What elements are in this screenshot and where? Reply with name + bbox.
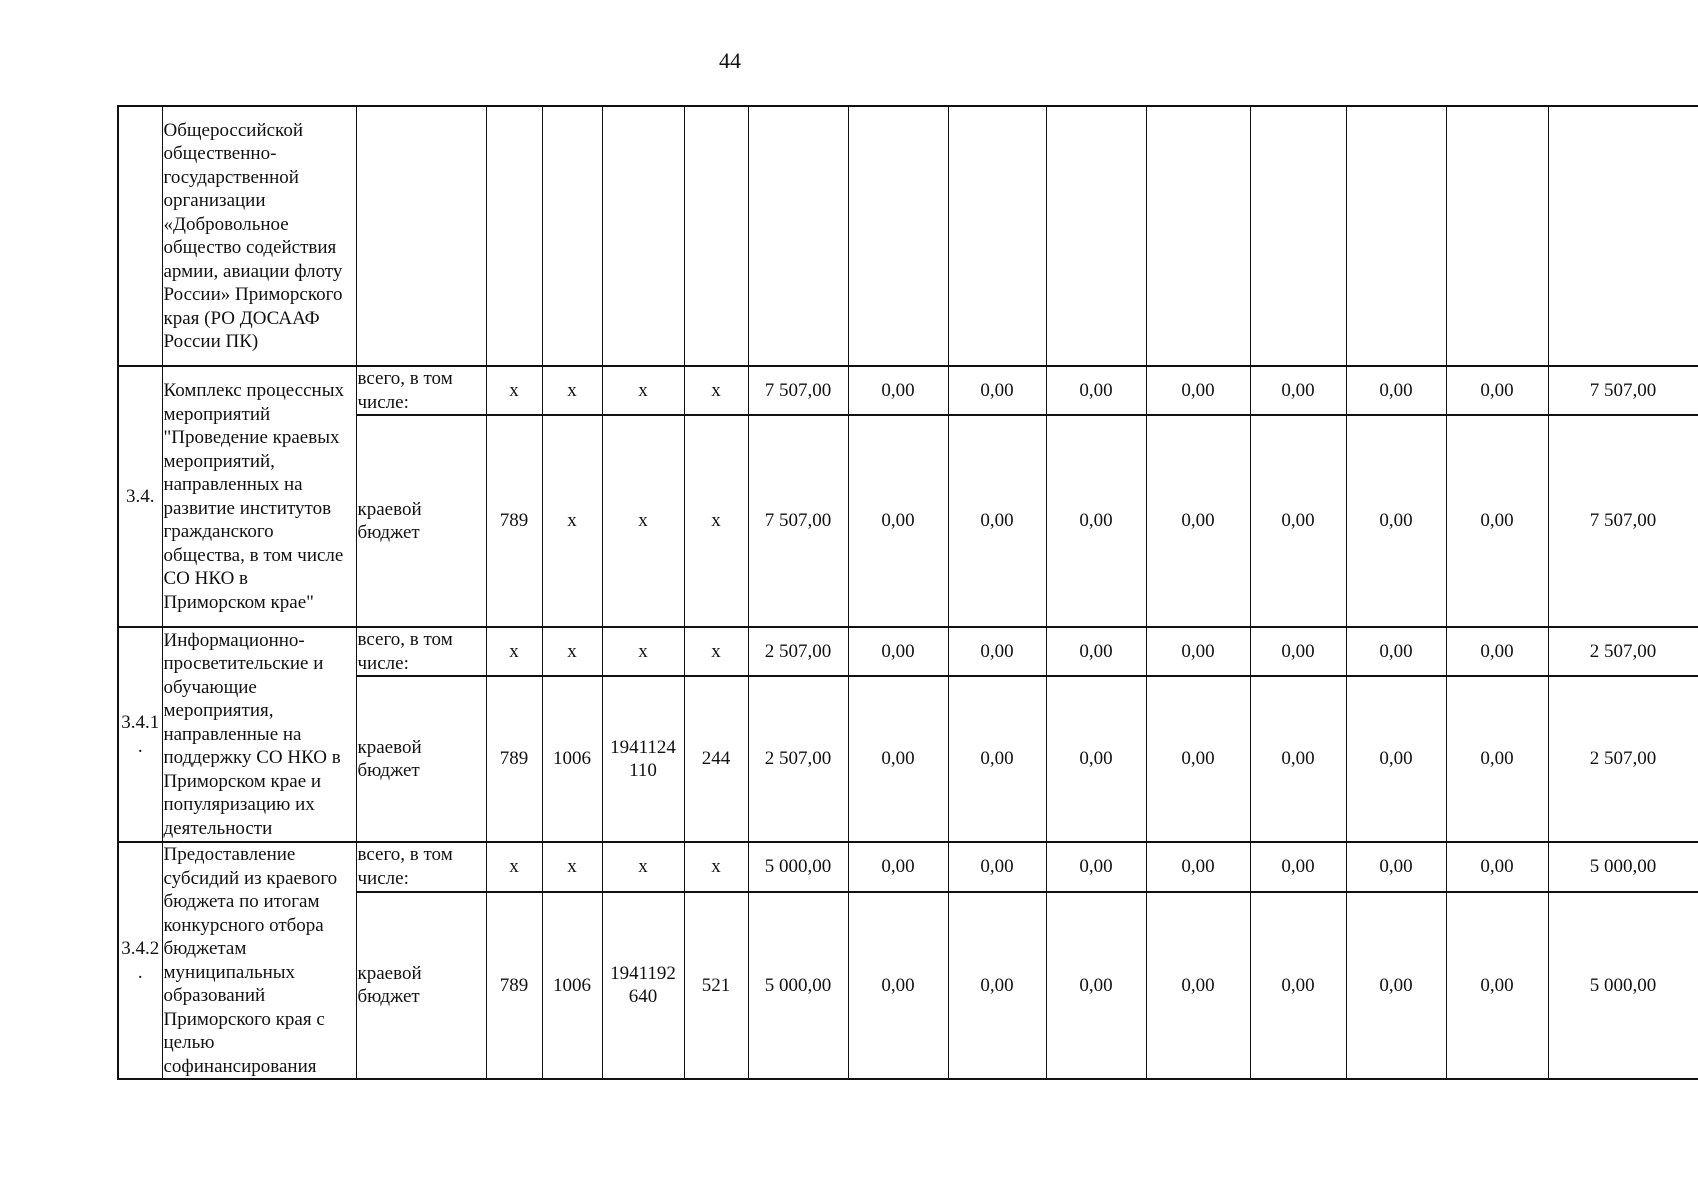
empty-cell bbox=[848, 106, 948, 366]
csr-code: 1941124 110 bbox=[602, 676, 684, 842]
table-row bbox=[118, 842, 1698, 892]
rzpr-code: х bbox=[542, 842, 602, 892]
measure-name: Предоставление субсидий из краевого бюджета по итогам конкурсного отбора бюджетам муниципальных образований Приморского края с целью софинансирования bbox=[162, 842, 356, 1079]
value-cell: 0,00 bbox=[1046, 892, 1146, 1079]
empty-cell bbox=[1046, 106, 1146, 366]
value-cell: 0,00 bbox=[848, 627, 948, 676]
value-cell: 0,00 bbox=[1250, 415, 1346, 627]
value-cell: 0,00 bbox=[1446, 366, 1548, 415]
value-cell: 0,00 bbox=[848, 842, 948, 892]
value-cell: 0,00 bbox=[1250, 366, 1346, 415]
value-cell: 0,00 bbox=[848, 415, 948, 627]
value-cell: 5 000,00 bbox=[748, 842, 848, 892]
funding-source: всего, в том числе: bbox=[356, 842, 486, 892]
value-cell: 0,00 bbox=[1046, 415, 1146, 627]
empty-cell bbox=[948, 106, 1046, 366]
grbs-code: х bbox=[486, 627, 542, 676]
measure-name: Информационно-просветительские и обучающие мероприятия, направленные на поддержку СО НКО в Приморском крае и популяризацию их деятельности bbox=[162, 627, 356, 842]
empty-cell bbox=[1146, 106, 1250, 366]
rzpr-code: 1006 bbox=[542, 892, 602, 1079]
value-cell: 5 000,00 bbox=[748, 892, 848, 1079]
funding-source: краевой бюджет bbox=[356, 892, 486, 1079]
value-cell: 0,00 bbox=[948, 892, 1046, 1079]
row-id: 3.4.1 . bbox=[118, 627, 162, 842]
table-row bbox=[118, 106, 1698, 366]
value-cell: 0,00 bbox=[1446, 842, 1548, 892]
budget-table bbox=[117, 105, 1698, 1080]
vr-code: х bbox=[684, 366, 748, 415]
csr-code: х bbox=[602, 842, 684, 892]
value-cell: 0,00 bbox=[1046, 676, 1146, 842]
funding-source: краевой бюджет bbox=[356, 676, 486, 842]
value-cell: 0,00 bbox=[1446, 892, 1548, 1079]
empty-cell bbox=[542, 106, 602, 366]
csr-code: х bbox=[602, 415, 684, 627]
value-cell: 0,00 bbox=[1046, 366, 1146, 415]
value-cell: 2 507,00 bbox=[1548, 627, 1698, 676]
value-cell: 0,00 bbox=[948, 842, 1046, 892]
value-cell: 0,00 bbox=[1146, 627, 1250, 676]
value-cell: 0,00 bbox=[948, 415, 1046, 627]
csr-code: х bbox=[602, 627, 684, 676]
grbs-code: х bbox=[486, 366, 542, 415]
value-cell: 0,00 bbox=[848, 892, 948, 1079]
value-cell: 0,00 bbox=[1250, 676, 1346, 842]
table-row bbox=[118, 366, 1698, 415]
value-cell: 0,00 bbox=[1146, 676, 1250, 842]
csr-code: 1941192 640 bbox=[602, 892, 684, 1079]
empty-cell bbox=[1548, 106, 1698, 366]
funding-source: всего, в том числе: bbox=[356, 366, 486, 415]
value-cell: 0,00 bbox=[848, 676, 948, 842]
value-cell: 0,00 bbox=[1346, 676, 1446, 842]
value-cell: 0,00 bbox=[1446, 627, 1548, 676]
value-cell: 0,00 bbox=[1346, 366, 1446, 415]
grbs-code: 789 bbox=[486, 892, 542, 1079]
grbs-code: 789 bbox=[486, 676, 542, 842]
value-cell: 7 507,00 bbox=[1548, 366, 1698, 415]
empty-cell bbox=[748, 106, 848, 366]
value-cell: 7 507,00 bbox=[748, 415, 848, 627]
value-cell: 0,00 bbox=[948, 676, 1046, 842]
vr-code: х bbox=[684, 415, 748, 627]
value-cell: 0,00 bbox=[1146, 366, 1250, 415]
empty-cell bbox=[1250, 106, 1346, 366]
row-id: 3.4.2 . bbox=[118, 842, 162, 1079]
vr-code: х bbox=[684, 627, 748, 676]
row-id: 3.4. bbox=[118, 366, 162, 627]
value-cell: 0,00 bbox=[1346, 842, 1446, 892]
value-cell: 0,00 bbox=[1250, 892, 1346, 1079]
value-cell: 2 507,00 bbox=[748, 627, 848, 676]
table-row bbox=[118, 627, 1698, 676]
vr-code: 521 bbox=[684, 892, 748, 1079]
rzpr-code: 1006 bbox=[542, 676, 602, 842]
funding-source: краевой бюджет bbox=[356, 415, 486, 627]
measure-name: Общероссийской общественно-государственной организации «Добровольное общество содействия армии, авиации флоту России» Приморского края (РО ДОСААФ России ПК) bbox=[162, 106, 356, 366]
grbs-code: х bbox=[486, 842, 542, 892]
value-cell: 0,00 bbox=[948, 366, 1046, 415]
empty-cell bbox=[486, 106, 542, 366]
empty-cell bbox=[684, 106, 748, 366]
vr-code: 244 bbox=[684, 676, 748, 842]
value-cell: 0,00 bbox=[1346, 892, 1446, 1079]
empty-cell bbox=[1346, 106, 1446, 366]
rzpr-code: х bbox=[542, 627, 602, 676]
empty-cell bbox=[602, 106, 684, 366]
value-cell: 0,00 bbox=[1446, 676, 1548, 842]
value-cell: 5 000,00 bbox=[1548, 842, 1698, 892]
value-cell: 0,00 bbox=[948, 627, 1046, 676]
value-cell: 7 507,00 bbox=[748, 366, 848, 415]
empty-cell bbox=[356, 106, 486, 366]
page-number: 44 bbox=[719, 48, 741, 73]
value-cell: 0,00 bbox=[1146, 415, 1250, 627]
rzpr-code: х bbox=[542, 415, 602, 627]
value-cell: 0,00 bbox=[1346, 415, 1446, 627]
value-cell: 0,00 bbox=[1446, 415, 1548, 627]
value-cell: 0,00 bbox=[1346, 627, 1446, 676]
value-cell: 0,00 bbox=[848, 366, 948, 415]
rzpr-code: х bbox=[542, 366, 602, 415]
value-cell: 5 000,00 bbox=[1548, 892, 1698, 1079]
measure-name: Комплекс процессных мероприятий "Проведение краевых мероприятий, направленных на развитие институтов гражданского общества, в том числе СО НКО в Приморском крае" bbox=[162, 366, 356, 627]
vr-code: х bbox=[684, 842, 748, 892]
value-cell: 0,00 bbox=[1146, 892, 1250, 1079]
csr-code: х bbox=[602, 366, 684, 415]
empty-cell bbox=[1446, 106, 1548, 366]
value-cell: 0,00 bbox=[1146, 842, 1250, 892]
value-cell: 2 507,00 bbox=[1548, 676, 1698, 842]
value-cell: 7 507,00 bbox=[1548, 415, 1698, 627]
value-cell: 0,00 bbox=[1250, 842, 1346, 892]
value-cell: 2 507,00 bbox=[748, 676, 848, 842]
value-cell: 0,00 bbox=[1250, 627, 1346, 676]
grbs-code: 789 bbox=[486, 415, 542, 627]
row-id bbox=[118, 106, 162, 366]
funding-source: всего, в том числе: bbox=[356, 627, 486, 676]
value-cell: 0,00 bbox=[1046, 842, 1146, 892]
value-cell: 0,00 bbox=[1046, 627, 1146, 676]
